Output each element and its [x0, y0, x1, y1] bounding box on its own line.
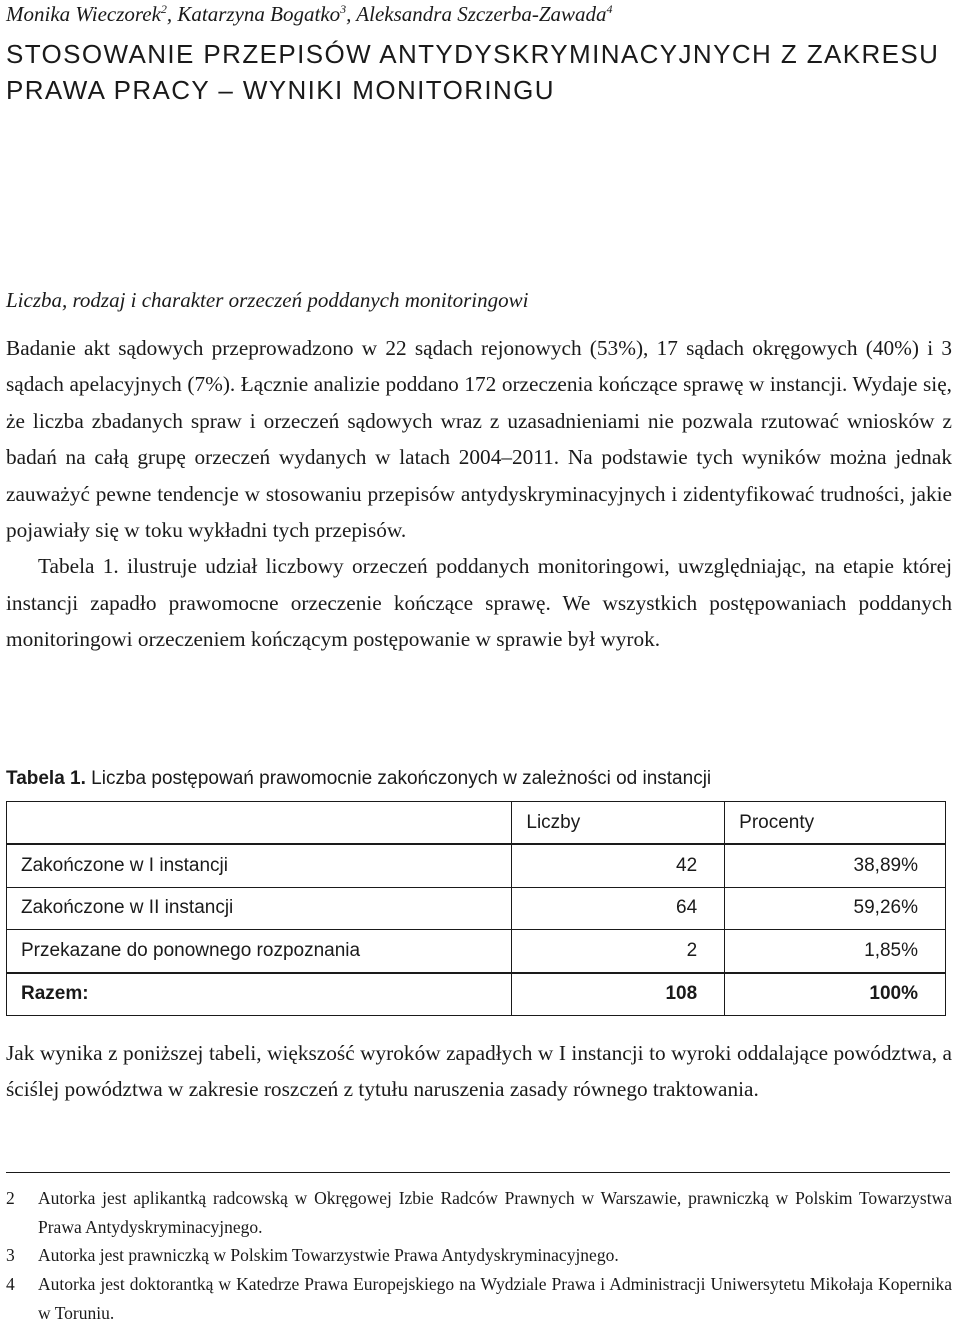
author-separator: , [166, 2, 178, 26]
footnote-ref[interactable]: 2 [160, 2, 167, 16]
footnote-number: 3 [6, 1245, 15, 1265]
body-text [6, 330, 952, 658]
footnote-text: Autorka jest doktorantką w Katedrze Prawa Europejskiego na Wydziale Prawa i Administracji Uniwersytetu Mikołaja Kopernika w Toruniu. [38, 1274, 952, 1323]
footnote [6, 1270, 952, 1328]
paragraph: Jak wynika z poniższej tabeli, większość wyroków zapadłych w I instancji to wyroki oddalające powództwa, a ściślej powództwa w zakresie roszczeń z tytułu naruszenia zasady równego traktowania. [6, 1041, 952, 1102]
row-count: 64 [512, 887, 725, 930]
row-label: Zakończone w I instancji [7, 844, 512, 887]
table-header-row [7, 802, 946, 845]
footnote-divider [6, 1172, 950, 1173]
row-percent: 1,85% [725, 930, 946, 973]
table-row [7, 887, 946, 930]
paragraph: Tabela 1. ilustruje udział liczbowy orzeczeń poddanych monitoringowi, uwzględniając, na etapie której instancji zapadło prawomocne orzeczenie kończące sprawę. We wszystkich postępowaniach poddanych monitoringowi orzeczeniem kończącym postępowanie w sprawie był wyrok. [6, 554, 952, 652]
author-line [6, 2, 613, 27]
footnote-number: 2 [6, 1188, 15, 1208]
section-heading: Liczba, rodzaj i charakter orzeczeń poddanych monitoringowi [6, 288, 529, 312]
table-header-cell: Procenty [725, 802, 946, 845]
footnote [6, 1241, 952, 1270]
results-table [6, 801, 946, 1016]
total-count: 108 [512, 973, 725, 1016]
table-row [7, 844, 946, 887]
row-label: Przekazane do ponownego rozpoznania [7, 930, 512, 973]
table-caption [6, 768, 711, 790]
row-count: 2 [512, 930, 725, 973]
author-name: Monika Wieczorek [6, 2, 161, 26]
total-label: Razem: [7, 973, 512, 1016]
table-header-cell [7, 802, 512, 845]
author-separator: , [346, 2, 357, 26]
row-label: Zakończone w II instancji [7, 887, 512, 930]
table-caption-label: Tabela 1. [6, 768, 86, 789]
table-row [7, 930, 946, 973]
footnote-text: Autorka jest prawniczką w Polskim Towarzystwie Prawa Antydyskryminacyjnego. [38, 1245, 619, 1265]
total-percent: 100% [725, 973, 946, 1016]
footnote [6, 1184, 952, 1242]
row-percent: 38,89% [725, 844, 946, 887]
row-count: 42 [512, 844, 725, 887]
author-name: Aleksandra Szczerba-Zawada [356, 2, 607, 26]
table-header-cell: Liczby [512, 802, 725, 845]
table-caption-text: Liczba postępowań prawomocnie zakończonych w zależności od instancji [85, 768, 712, 789]
footnote-ref[interactable]: 4 [606, 2, 613, 16]
table-total-row [7, 973, 946, 1016]
footnote-number: 4 [6, 1274, 15, 1294]
row-percent: 59,26% [725, 887, 946, 930]
footnote-ref[interactable]: 3 [340, 2, 347, 16]
author-name: Katarzyna Bogatko [177, 2, 341, 26]
paragraph: Badanie akt sądowych przeprowadzono w 22 sądach rejonowych (53%), 17 sądach okręgowych (40%) i 3 sądach apelacyjnych (7%). Łącznie analizie poddano 172 orzeczenia kończące sprawę w instancji. Wydaje się, że liczba zbadanych spraw i orzeczeń sądowych wraz z uzasadnieniami nie pozwala rzutować wniosków z badań na całą grupę orzeczeń wydanych w latach 2004–2011. Na podstawie tych wyników można jednak zauważyć pewne tendencje w stosowaniu przepisów antydyskryminacyjnych i zidentyfikować trudności, jakie pojawiały się w toku wykładni tych przepisów. [6, 336, 952, 543]
article-title: STOSOWANIE PRZEPISÓW ANTYDYSKRYMINACYJNYCH Z ZAKRESU PRAWA PRACY – WYNIKI MONITORINGU [6, 39, 940, 105]
footnote-text: Autorka jest aplikantką radcowską w Okręgowej Izbie Radców Prawnych w Warszawie, prawniczką w Polskim Towarzystwa Prawa Antydyskryminacyjnego. [38, 1188, 952, 1237]
